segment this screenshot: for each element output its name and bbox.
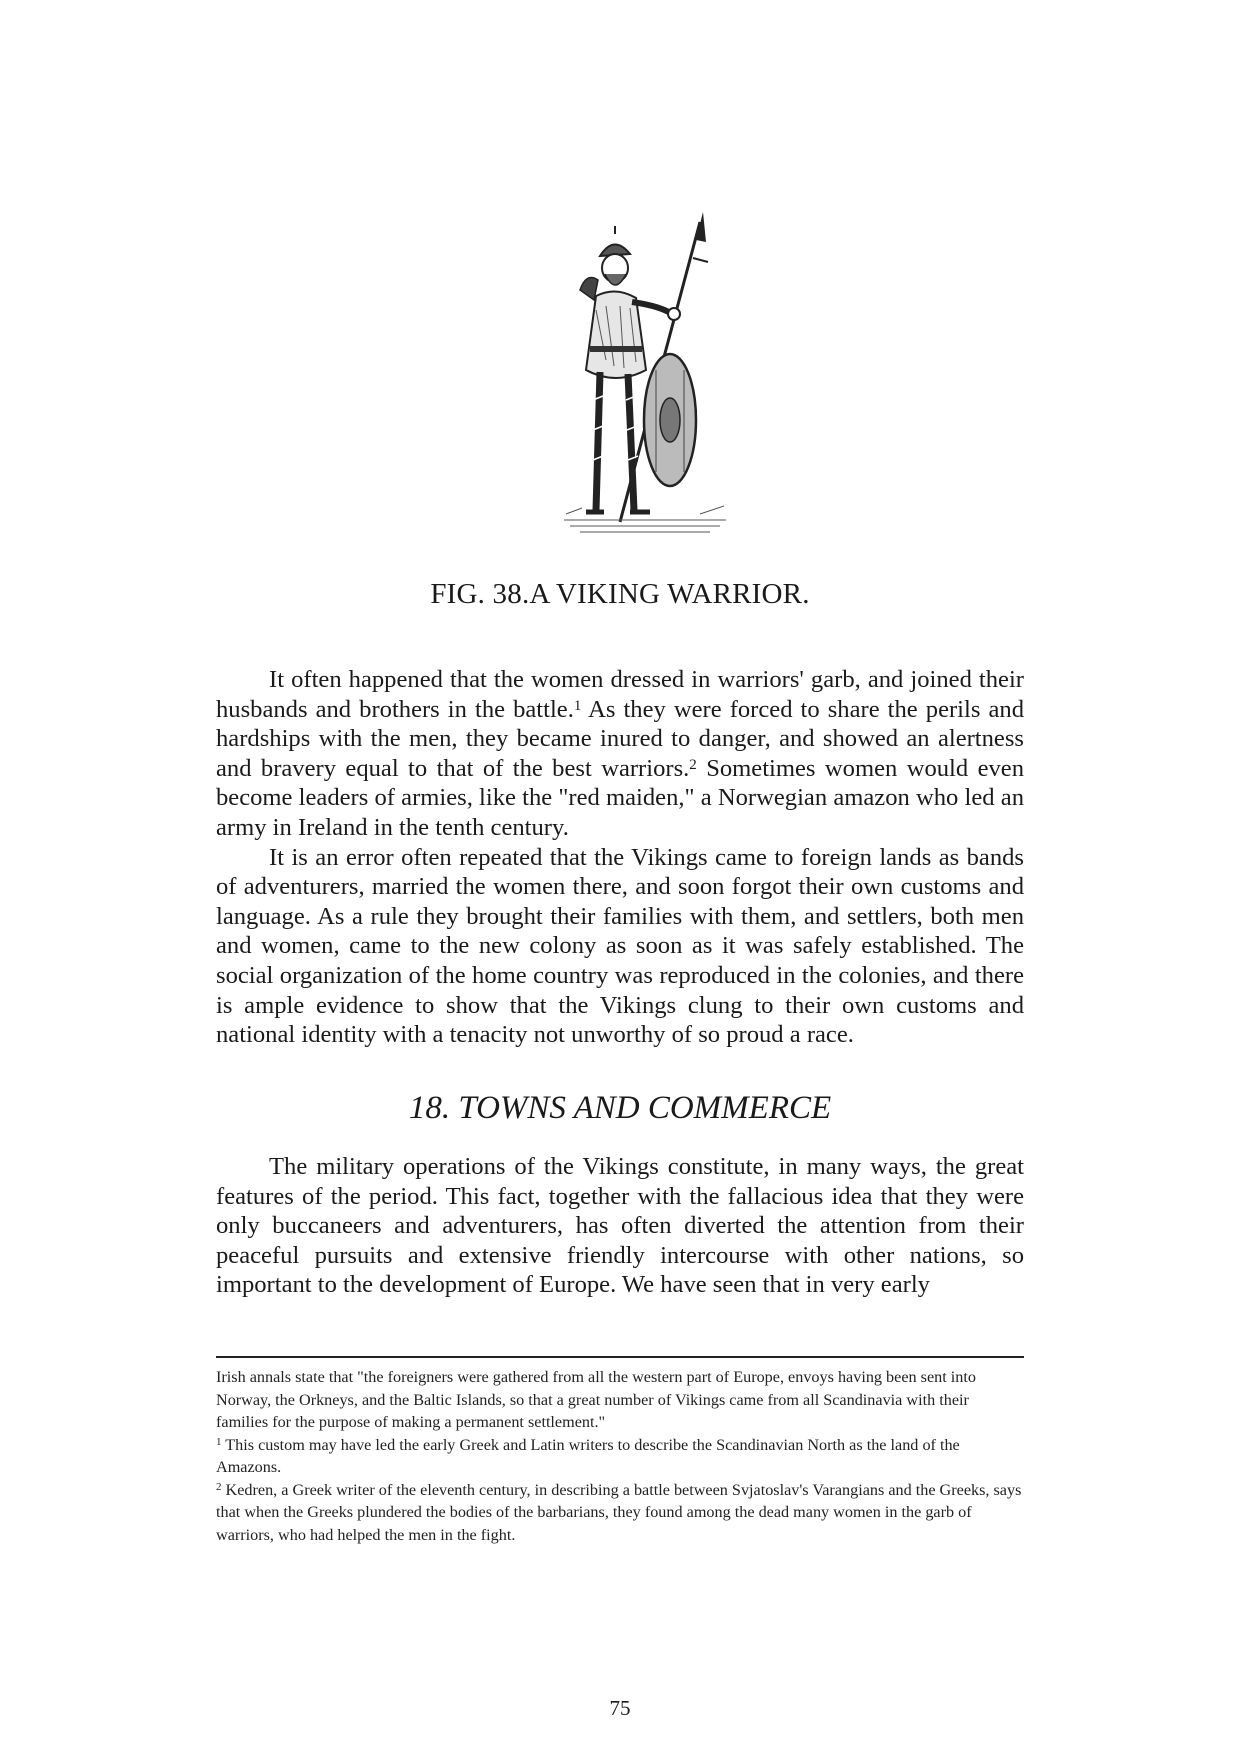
- footnote-ref-1: 1: [573, 697, 582, 714]
- section-heading: 18. TOWNS AND COMMERCE: [408, 1090, 832, 1126]
- paragraph-text: It is an error often repeated that the Vikings came to foreign lands as bands of adventurers, married the women there, and soon forgot their own customs and language. As a rule they brought their families with them, and settlers, both men and women, came to the new colony as soon as it was safely established. The social organization of the home country was reproduced in the colonies, and there is ample evidence to show that the Vikings clung to their own customs and national identity with a tenacity not unworthy of so proud a race.: [216, 843, 1024, 1049]
- footnote-text: This custom may have led the early Greek and Latin writers to describe the Scandinavian North as the land of the Amazons.: [216, 1435, 960, 1476]
- body-text-after-heading: [216, 1152, 1024, 1300]
- footnote: [216, 1479, 1024, 1547]
- paragraph: [216, 665, 1024, 843]
- paragraph-text: It often happened that the women dressed in warriors' garb, and joined their husbands and brothers in the battle.: [216, 666, 1024, 723]
- page-number: 75: [609, 1696, 631, 1720]
- footnote-marker: 1: [216, 1435, 222, 1448]
- footnote-text: Irish annals state that "the foreigners were gathered from all the western part of Europe, envoys having been sent into Norway, the Orkneys, and the Baltic Islands, so that a great number of Vikings came from all Scandinavia with their families for the purpose of making a permanent settlement.": [216, 1368, 976, 1431]
- footnote-text: Kedren, a Greek writer of the eleventh century, in describing a battle between Svjatoslav's Varangians and the Greeks, says that when the Greeks plundered the bodies of the barbarians, they found among the dead many women in the garb of warriors, who had helped the men in the fight.: [216, 1480, 1022, 1544]
- paragraph-text: As they were forced to share the perils and hardships with the men, they became inured to danger, and showed an alertness and bravery equal to that of the best warriors.: [216, 695, 1024, 782]
- body-text-before-heading: [216, 665, 1024, 1050]
- figure-caption: FIG. 38.A VIKING WARRIOR.: [430, 578, 810, 610]
- footnote: [216, 1366, 1024, 1434]
- paragraph-text: The military operations of the Vikings constitute, in many ways, the great features of the period. This fact, together with the fallacious idea that they were only buccaneers and adventurers, has often diverted the attention from their peaceful pursuits and extensive friendly intercourse with other nations, so important to the development of Europe. We have seen that in very early: [216, 1153, 1024, 1299]
- footnote: [216, 1434, 1024, 1479]
- paragraph: [216, 843, 1024, 1050]
- paragraph: [216, 1152, 1024, 1300]
- paragraph-text: Sometimes women would even become leaders of armies, like the "red maiden," a Norwegian amazon who led an army in Ireland in the tenth century.: [216, 754, 1024, 841]
- footnote-marker: 2: [216, 1480, 222, 1493]
- viking-warrior-drawing: [560, 210, 730, 540]
- viking-warrior-illustration: [560, 210, 730, 540]
- footnote-divider: [216, 1356, 1024, 1358]
- footnote-ref-2: 2: [689, 756, 697, 773]
- footnotes: [216, 1366, 1024, 1546]
